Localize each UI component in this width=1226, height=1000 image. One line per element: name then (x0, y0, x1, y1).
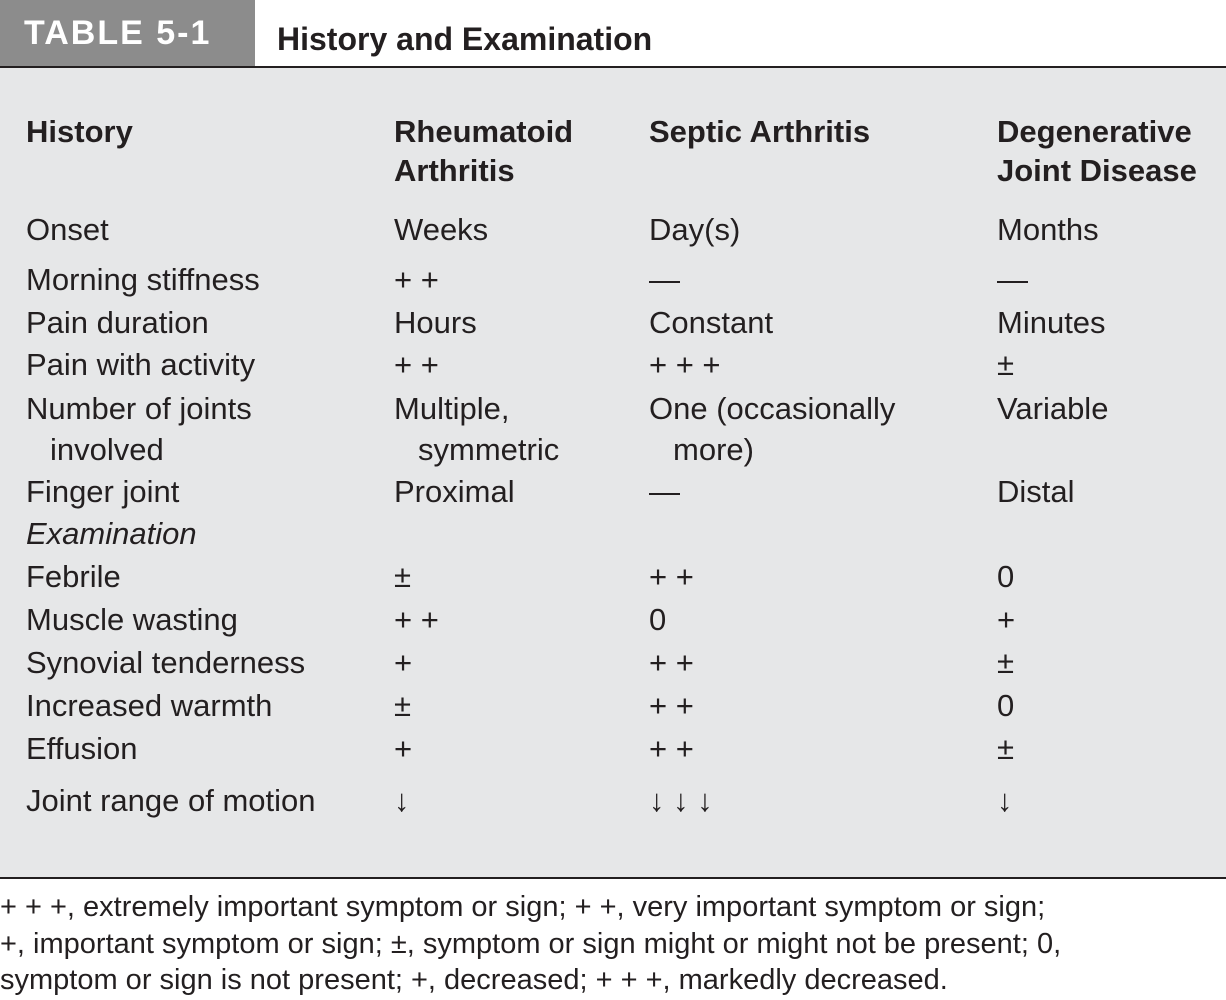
cell-pain-activity-ra: + + (394, 347, 439, 382)
cell-pain-activity-sa: + + + (649, 347, 721, 382)
cell-joints-djd: Variable (997, 391, 1109, 426)
row-label-pain-duration: Pain duration (26, 305, 209, 340)
cell-effusion-djd: ± (997, 731, 1015, 766)
row-label-febrile: Febrile (26, 559, 121, 594)
cell-joints-ra-line1: Multiple, (394, 391, 510, 426)
cell-warmth-sa: + + (649, 688, 694, 723)
cell-pain-duration-ra: Hours (394, 305, 477, 340)
cell-morning-stiffness-sa: — (649, 262, 680, 297)
cell-onset-sa: Day(s) (649, 212, 741, 247)
cell-pain-duration-djd: Minutes (997, 305, 1106, 340)
row-label-joints-line2: involved (50, 432, 164, 467)
footnote-line-3: symptom or sign is not present; +, decreased; + + +, markedly decreased. (0, 964, 948, 996)
row-label-pain-with-activity: Pain with activity (26, 347, 256, 382)
row-label-joints-line1: Number of joints (26, 391, 252, 426)
cell-febrile-ra: ± (394, 559, 412, 594)
cell-muscle-wasting-djd: + (997, 602, 1016, 637)
cell-finger-joint-ra: Proximal (394, 474, 515, 509)
table-footnote (0, 889, 1226, 999)
cell-pain-activity-djd: ± (997, 347, 1015, 382)
header-rheumatoid-line2: Arthritis (394, 153, 515, 188)
table-title: History and Examination (277, 21, 653, 57)
cell-pain-duration-sa: Constant (649, 305, 774, 340)
cell-febrile-djd: 0 (997, 559, 1015, 594)
section-heading-examination: Examination (26, 516, 197, 551)
cell-onset-ra: Weeks (394, 212, 489, 247)
cell-muscle-wasting-sa: 0 (649, 602, 667, 637)
cell-muscle-wasting-ra: + + (394, 602, 439, 637)
row-label-onset: Onset (26, 212, 109, 247)
cell-range-ra: ↓ (394, 783, 410, 818)
header-degenerative-line2: Joint Disease (997, 153, 1197, 188)
row-label-morning-stiffness: Morning stiffness (26, 262, 260, 297)
footnote-line-2: +, important symptom or sign; ±, symptom or sign might or might not be present; 0, (0, 927, 1062, 960)
row-label-increased-warmth: Increased warmth (26, 688, 273, 723)
header-septic: Septic Arthritis (649, 114, 871, 149)
cell-finger-joint-sa: — (649, 474, 680, 509)
table-bottom-divider (0, 877, 1226, 879)
table-title-bar (0, 0, 1226, 68)
row-label-muscle-wasting: Muscle wasting (26, 602, 238, 637)
cell-synovial-djd: ± (997, 645, 1015, 680)
cell-effusion-ra: + (394, 731, 413, 766)
table-number-label: TABLE 5-1 (0, 0, 255, 66)
cell-morning-stiffness-ra: + + (394, 262, 439, 297)
cell-warmth-djd: 0 (997, 688, 1015, 723)
row-label-joint-range: Joint range of motion (26, 783, 316, 818)
row-label-effusion: Effusion (26, 731, 138, 766)
header-history: History (26, 114, 133, 149)
row-label-synovial-tenderness: Synovial tenderness (26, 645, 306, 680)
cell-joints-ra-line2: symmetric (418, 432, 560, 467)
header-rheumatoid-line1: Rheumatoid (394, 114, 574, 149)
header-degenerative-line1: Degenerative (997, 114, 1192, 149)
cell-range-sa: ↓ ↓ ↓ (649, 783, 713, 818)
cell-synovial-ra: + (394, 645, 413, 680)
cell-onset-djd: Months (997, 212, 1099, 247)
cell-synovial-sa: + + (649, 645, 694, 680)
cell-effusion-sa: + + (649, 731, 694, 766)
cell-finger-joint-djd: Distal (997, 474, 1075, 509)
footnote-line-1: + + +, extremely important symptom or sign; + +, very important symptom or sign; (0, 891, 1046, 923)
cell-joints-sa-line1: One (occasionally (649, 391, 896, 426)
cell-morning-stiffness-djd: — (997, 262, 1028, 297)
cell-range-djd: ↓ (997, 783, 1013, 818)
cell-febrile-sa: + + (649, 559, 694, 594)
row-label-finger-joint: Finger joint (26, 474, 180, 509)
cell-warmth-ra: ± (394, 688, 412, 723)
cell-joints-sa-line2: more) (673, 432, 754, 467)
